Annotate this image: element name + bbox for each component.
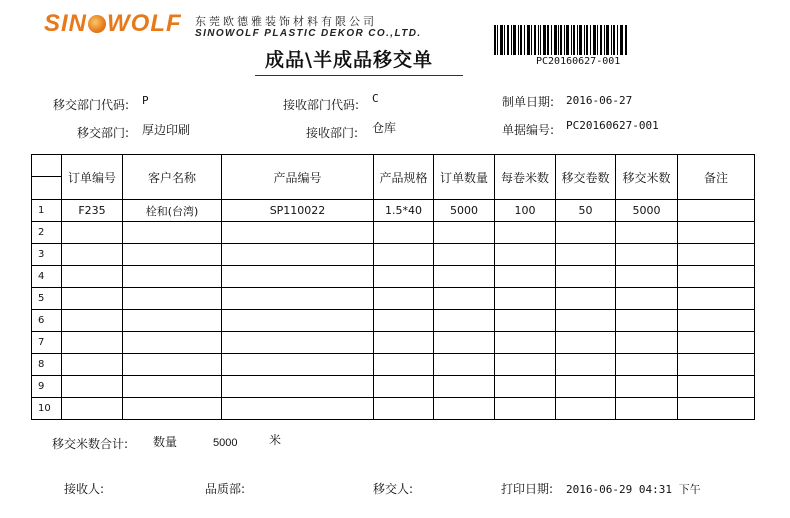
- table-cell: [678, 354, 755, 376]
- table-cell: 50: [556, 200, 616, 222]
- table-cell: 5000: [616, 200, 678, 222]
- table-cell: [123, 310, 222, 332]
- table-cell: [556, 266, 616, 288]
- table-row: [32, 398, 755, 420]
- row-number-cell: 2: [32, 222, 62, 244]
- table-cell: [374, 222, 434, 244]
- table-row: [32, 288, 755, 310]
- table-cell: [222, 288, 374, 310]
- table-cell: [556, 398, 616, 420]
- table-cell: F235: [62, 200, 123, 222]
- col-header-meters: 移交米数: [616, 155, 678, 200]
- table-cell: [374, 376, 434, 398]
- col-header-rolls: 移交卷数: [556, 155, 616, 200]
- table-cell: [616, 288, 678, 310]
- table-header-row: [32, 155, 755, 200]
- doc-no-value: PC20160627-001: [566, 119, 659, 132]
- table-cell: [495, 354, 556, 376]
- table-cell: [616, 376, 678, 398]
- row-number-cell: 3: [32, 244, 62, 266]
- table-cell: 栓和(台湾): [123, 200, 222, 222]
- table-cell: [434, 376, 495, 398]
- table-cell: [678, 288, 755, 310]
- table-cell: [123, 244, 222, 266]
- table-cell: [374, 332, 434, 354]
- company-logo: [44, 10, 182, 38]
- date-label: 制单日期:: [502, 95, 555, 109]
- recv-dept-code-label: 接收部门代码:: [283, 98, 360, 112]
- table-cell: [123, 398, 222, 420]
- table-cell: [62, 266, 123, 288]
- table-cell: [62, 376, 123, 398]
- table-cell: [556, 376, 616, 398]
- col-header-order-no: 订单编号: [62, 155, 123, 200]
- table-cell: [434, 310, 495, 332]
- barcode-number: PC20160627-001: [536, 56, 621, 67]
- table-row: [32, 266, 755, 288]
- row-number-cell: 4: [32, 266, 62, 288]
- table-cell: 1.5*40: [374, 200, 434, 222]
- table-cell: [62, 332, 123, 354]
- quantity-label: 数量: [153, 435, 178, 449]
- total-meters-label: 移交米数合计:: [52, 437, 129, 451]
- table-cell: [495, 288, 556, 310]
- table-row: [32, 200, 755, 222]
- table-cell: [616, 266, 678, 288]
- table-cell: [434, 288, 495, 310]
- table-cell: [556, 354, 616, 376]
- table-cell: [678, 376, 755, 398]
- table-cell: [616, 222, 678, 244]
- title-underline: [255, 75, 463, 76]
- table-cell: [616, 310, 678, 332]
- table-cell: [495, 244, 556, 266]
- transfer-table: [31, 154, 755, 420]
- table-cell: [222, 398, 374, 420]
- table-cell: [374, 288, 434, 310]
- receiver-label: 接收人:: [64, 482, 105, 496]
- row-number-cell: 6: [32, 310, 62, 332]
- sender-label: 移交人:: [373, 482, 414, 496]
- table-cell: [556, 288, 616, 310]
- date-value: 2016-06-27: [566, 94, 633, 107]
- row-number-cell: 7: [32, 332, 62, 354]
- table-cell: [374, 310, 434, 332]
- table-cell: [556, 222, 616, 244]
- table-cell: [434, 398, 495, 420]
- table-cell: [495, 222, 556, 244]
- table-cell: [616, 332, 678, 354]
- table-cell: [616, 398, 678, 420]
- send-dept-label: 移交部门:: [77, 126, 130, 140]
- quantity-value: 5000: [213, 437, 238, 449]
- table-cell: [434, 266, 495, 288]
- table-cell: [434, 222, 495, 244]
- table-cell: [123, 354, 222, 376]
- table-cell: [434, 244, 495, 266]
- col-header-spec: 产品规格: [374, 155, 434, 200]
- company-name-cn: 东莞欧德雅装饰材料有限公司: [195, 15, 377, 28]
- table-cell: [62, 310, 123, 332]
- table-body: [32, 200, 755, 420]
- send-dept-code-value: P: [142, 94, 149, 107]
- table-cell: [556, 244, 616, 266]
- table-cell: 100: [495, 200, 556, 222]
- table-row: [32, 332, 755, 354]
- recv-dept-code-value: C: [372, 92, 379, 105]
- table-cell: [495, 310, 556, 332]
- table-cell: [678, 244, 755, 266]
- col-header-index: [32, 155, 62, 200]
- table-row: [32, 244, 755, 266]
- table-cell: [616, 354, 678, 376]
- logo-text-left: SIN: [44, 10, 88, 37]
- table-cell: [222, 332, 374, 354]
- table-cell: [495, 332, 556, 354]
- table-cell: [374, 398, 434, 420]
- table-cell: [678, 398, 755, 420]
- col-header-order-qty: 订单数量: [434, 155, 495, 200]
- col-header-customer: 客户名称: [123, 155, 222, 200]
- col-header-meters-per-roll: 每卷米数: [495, 155, 556, 200]
- table-cell: [374, 266, 434, 288]
- table-cell: [62, 222, 123, 244]
- table-row: [32, 310, 755, 332]
- print-date-value: 2016-06-29 04:31 下午: [566, 483, 701, 496]
- row-number-cell: 1: [32, 200, 62, 222]
- table-cell: [374, 354, 434, 376]
- table-cell: [123, 266, 222, 288]
- col-header-product-no: 产品编号: [222, 155, 374, 200]
- table-cell: [495, 266, 556, 288]
- table-cell: [62, 398, 123, 420]
- table-cell: [678, 200, 755, 222]
- unit-label: 米: [269, 433, 282, 447]
- table-cell: [123, 332, 222, 354]
- table-cell: [678, 266, 755, 288]
- table-cell: [374, 244, 434, 266]
- table-cell: [62, 288, 123, 310]
- print-date-label: 打印日期:: [501, 482, 554, 496]
- table-cell: [616, 244, 678, 266]
- table-cell: [123, 222, 222, 244]
- table-cell: [222, 244, 374, 266]
- table-cell: [222, 354, 374, 376]
- col-header-remarks: 备注: [678, 155, 755, 200]
- recv-dept-value: 仓库: [372, 121, 397, 135]
- table-row: [32, 354, 755, 376]
- send-dept-value: 厚边印刷: [142, 123, 191, 137]
- table-cell: SP110022: [222, 200, 374, 222]
- send-dept-code-label: 移交部门代码:: [53, 98, 130, 112]
- table-row: [32, 222, 755, 244]
- table-cell: [222, 376, 374, 398]
- doc-no-label: 单据编号:: [502, 123, 555, 137]
- table-cell: [434, 332, 495, 354]
- row-number-cell: 9: [32, 376, 62, 398]
- logo-text-right: WOLF: [107, 10, 182, 37]
- qc-label: 品质部:: [205, 482, 246, 496]
- row-number-cell: 5: [32, 288, 62, 310]
- row-number-cell: 8: [32, 354, 62, 376]
- row-number-cell: 10: [32, 398, 62, 420]
- table-cell: 5000: [434, 200, 495, 222]
- table-cell: [222, 222, 374, 244]
- table-cell: [123, 376, 222, 398]
- table-cell: [678, 332, 755, 354]
- barcode: [494, 25, 627, 55]
- table-cell: [556, 310, 616, 332]
- table-cell: [556, 332, 616, 354]
- table-cell: [434, 354, 495, 376]
- table-cell: [678, 310, 755, 332]
- table-cell: [62, 244, 123, 266]
- table-cell: [495, 376, 556, 398]
- table-cell: [678, 222, 755, 244]
- company-name-en: SINOWOLF PLASTIC DEKOR CO.,LTD.: [195, 28, 422, 39]
- recv-dept-label: 接收部门:: [306, 126, 359, 140]
- table-row: [32, 376, 755, 398]
- globe-icon: [88, 15, 106, 33]
- table-cell: [62, 354, 123, 376]
- table-cell: [222, 310, 374, 332]
- table-cell: [222, 266, 374, 288]
- document-title: 成品\半成品移交单: [265, 49, 433, 71]
- table-cell: [123, 288, 222, 310]
- table-cell: [495, 398, 556, 420]
